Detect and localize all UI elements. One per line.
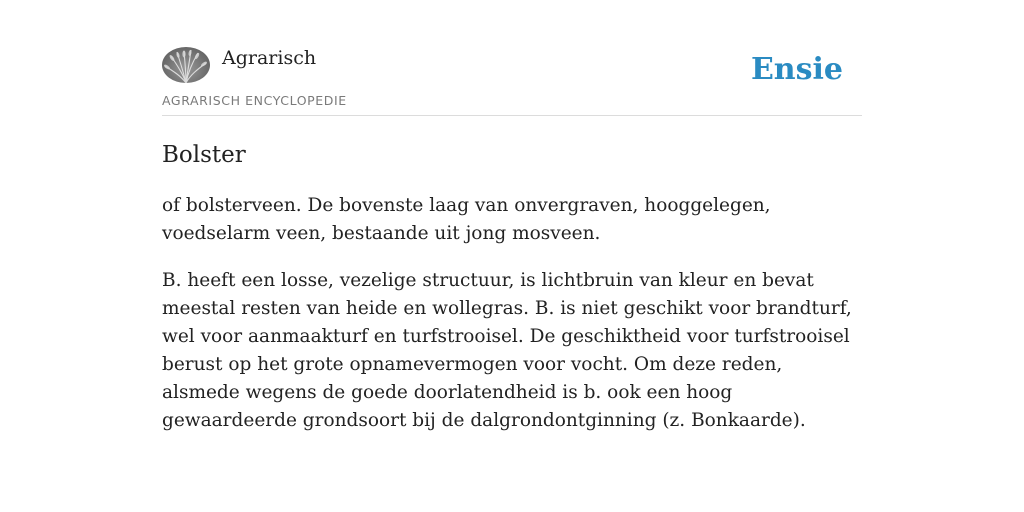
article-title: Bolster [162, 142, 246, 168]
wheat-logo-icon[interactable] [162, 47, 210, 83]
brand-logo-link[interactable]: Ensie [750, 52, 843, 87]
source-subtitle[interactable]: AGRARISCH ENCYCLOPEDIE [162, 93, 347, 108]
article-paragraph: B. heeft een losse, vezelige structuur, is lichtbruin van kleur en bevat meestal resten van heide en wollegras. B. is niet geschikt voor brandturf, wel voor aanmaakturf en turfstrooisel. De geschiktheid voor turfstrooisel berust op het grote opnamevermogen voor vocht. Om deze reden, alsmede wegens de goede doorlatendheid is b. ook een hoog gewaardeerde grondsoort bij de dalgrondontginning (z. Bonkaarde). [162, 270, 852, 431]
article-body [162, 192, 862, 454]
article-paragraph: of bolsterveen. De bovenste laag van onvergraven, hooggelegen, voedselarm veen, bestaande uit jong mosveen. [162, 195, 771, 244]
source-name[interactable]: Agrarisch [222, 47, 317, 69]
header [162, 0, 862, 116]
page [162, 0, 862, 512]
